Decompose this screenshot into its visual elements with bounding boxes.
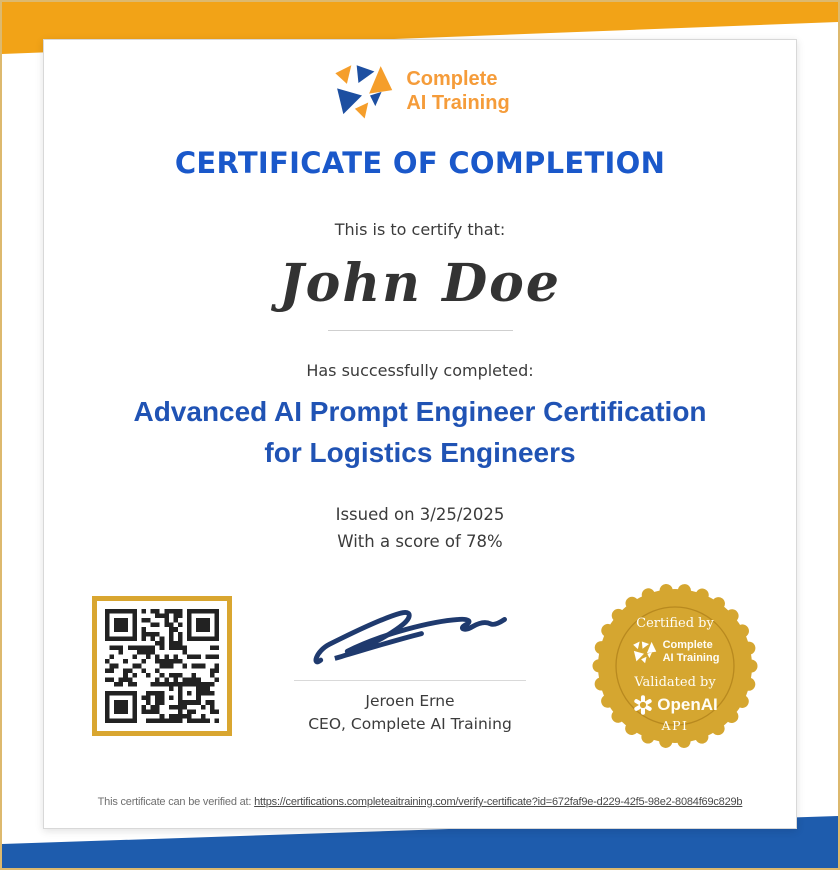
course-title-line1: Advanced AI Prompt Engineer Certification (133, 396, 707, 427)
completed-text: Has successfully completed: (306, 361, 534, 380)
brand-name (406, 67, 509, 115)
openai-logo-icon (632, 694, 654, 716)
course-title-line2: for Logistics Engineers (264, 436, 576, 468)
badge-brand-line1: Complete (662, 639, 713, 652)
verification-prefix: This certificate can be verified at: (97, 796, 252, 808)
brand-name-line2: AI Training (406, 92, 510, 114)
brand-name-line1: Complete (406, 68, 498, 90)
badge-certified-by-label: Certified by (636, 616, 714, 632)
verification-line (44, 796, 796, 808)
certificate-title: CERTIFICATE OF COMPLETION (174, 146, 666, 180)
badge-validator-sub: API (661, 718, 689, 734)
verification-url-link[interactable]: https://certifications.completeaitraining.com/verify-certificate?id=672faf9e-d229-42f5-98e2-8084f69c829b (254, 796, 743, 808)
badge-validated-by-label: Validated by (634, 675, 716, 691)
badge-content (588, 579, 762, 753)
signature-icon (304, 600, 516, 676)
signatory-name: Jeroen Erne (365, 691, 455, 710)
triangles-logo-icon (330, 62, 394, 120)
score-text: With a score of 78% (337, 532, 503, 552)
badge-brand-name (663, 639, 720, 664)
certificate-card (43, 39, 797, 829)
recipient-divider (328, 330, 513, 331)
badge-brand-row (631, 639, 720, 664)
brand-logo (44, 62, 796, 120)
badge-triangles-logo-icon (631, 640, 657, 664)
footer-row (44, 579, 796, 753)
qr-code (92, 596, 232, 736)
signatory-title: CEO, Complete AI Training (308, 714, 512, 733)
course-title (44, 392, 796, 473)
signature-divider (294, 680, 526, 681)
badge-validator-row (632, 694, 717, 716)
recipient-name: John Doe (279, 253, 561, 314)
signature-block (294, 600, 526, 733)
issue-date: Issued on 3/25/2025 (335, 505, 505, 525)
certification-badge (588, 579, 762, 753)
certify-text: This is to certify that: (334, 220, 506, 239)
badge-validator-name: OpenAI (657, 695, 718, 715)
qr-code-matrix (105, 609, 219, 723)
badge-brand-line2: AI Training (662, 651, 720, 664)
